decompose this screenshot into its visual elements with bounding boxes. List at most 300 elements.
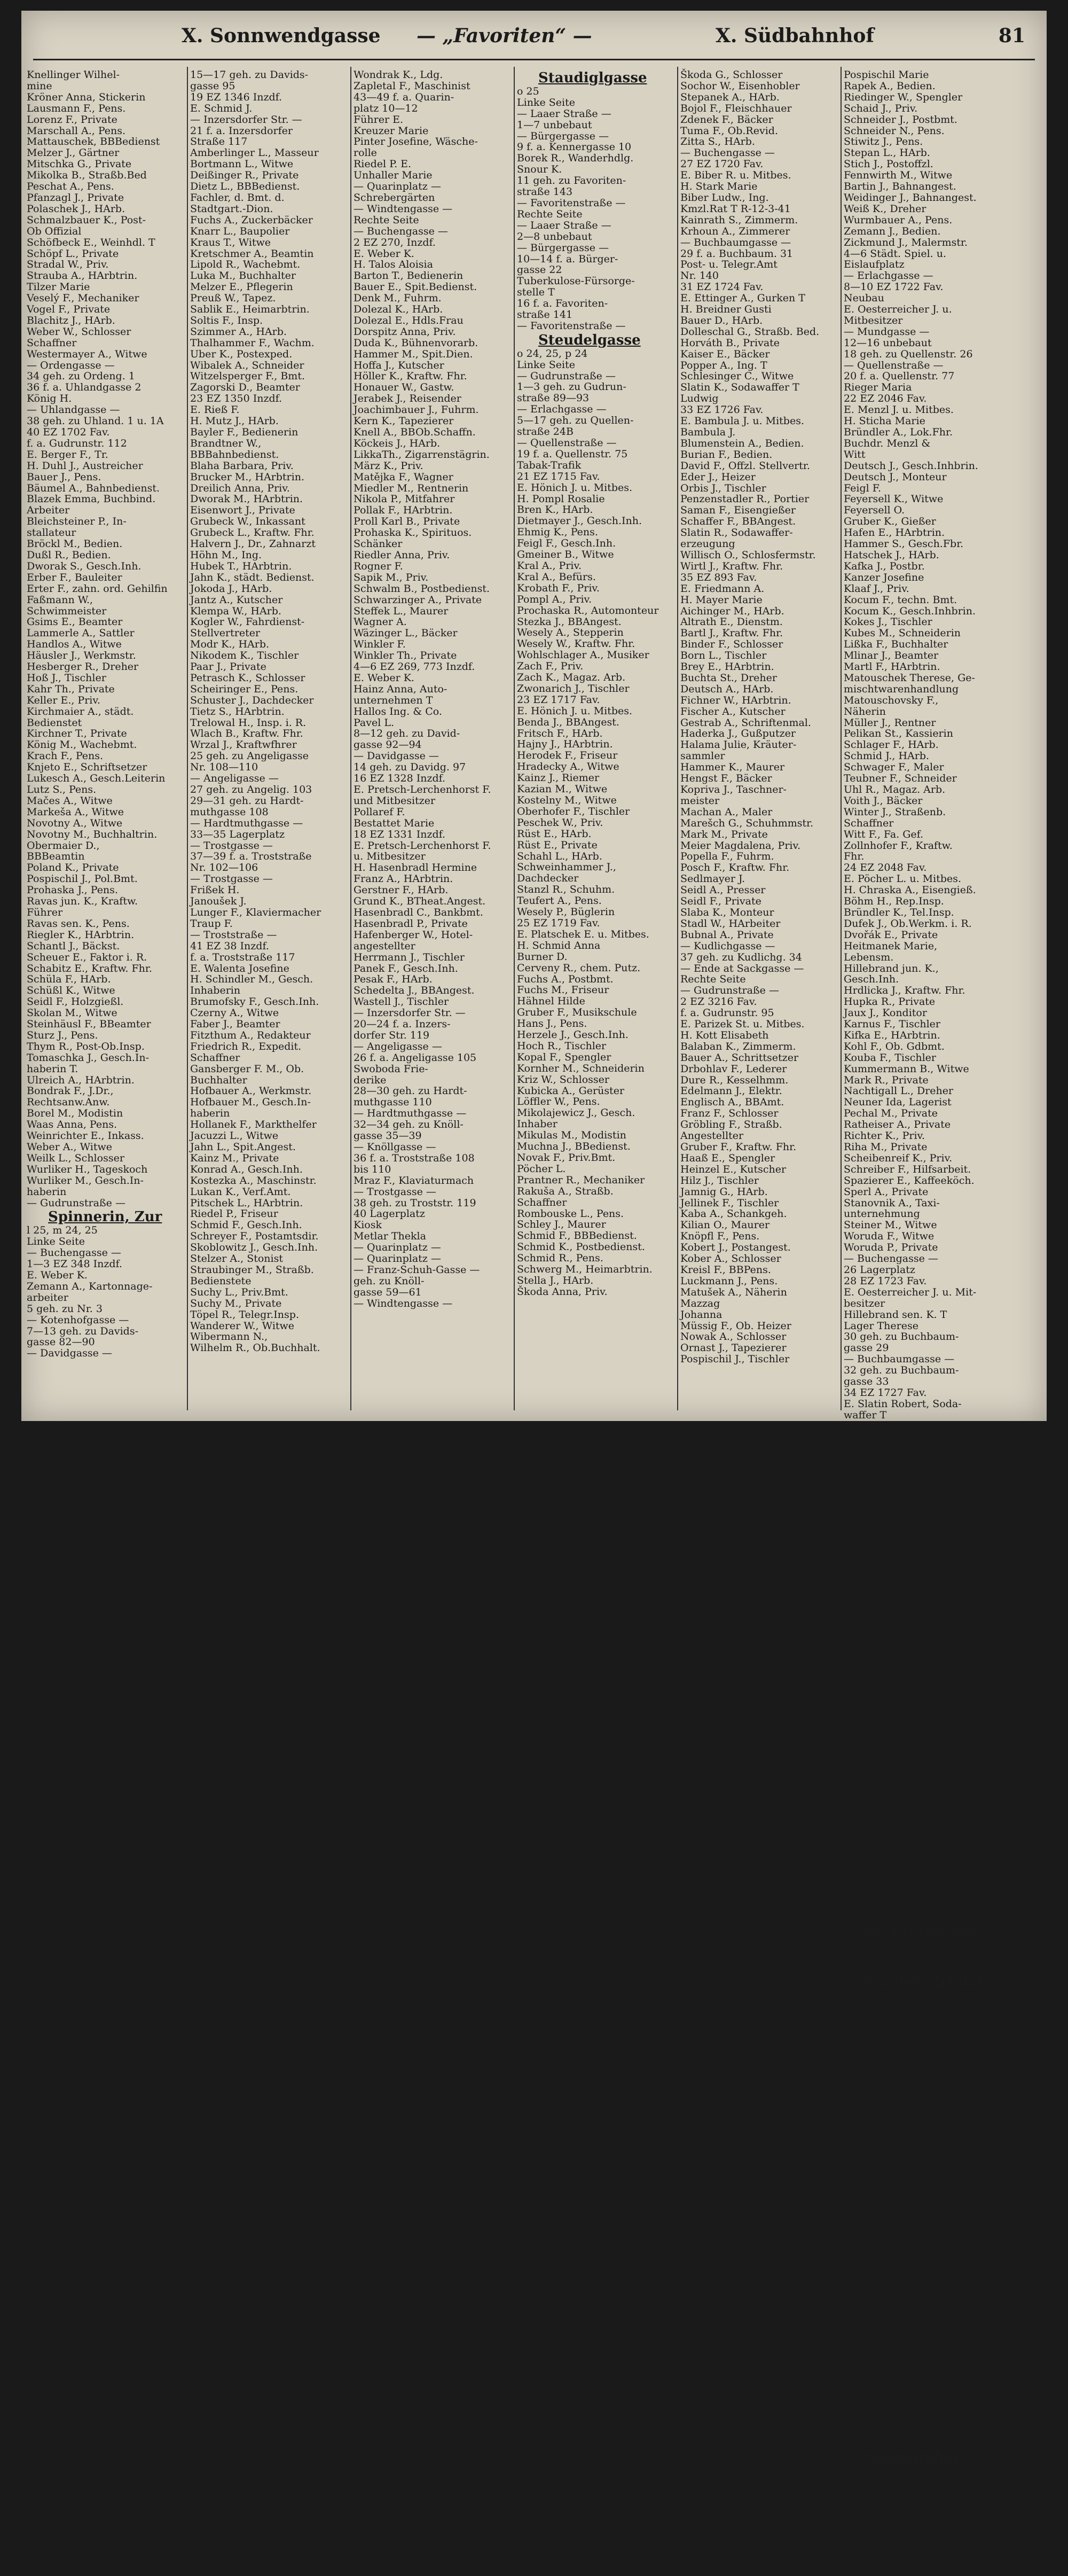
directory-line: Pozdimek sen. F. — [844, 1699, 930, 1712]
directory-line: Bleichsteiner P., In- — [27, 516, 127, 528]
directory-line: Buhr O., Bmt. T — [844, 2358, 924, 2370]
directory-line: — Erlachgasse — — [517, 403, 607, 416]
directory-line: Rechte Seite — [680, 973, 746, 986]
directory-line: Kainz J., Riemer — [517, 772, 600, 784]
directory-line: Kogler W., Fahrdienst- — [190, 616, 305, 628]
directory-line: Eisenwort J., Private — [190, 504, 295, 517]
directory-line: Knöpfl F., Pens. — [680, 1230, 760, 1243]
directory-line: Hengst F., Bäcker — [680, 772, 772, 785]
directory-line: Kostezka A., Maschinstr. — [190, 1174, 317, 1186]
directory-line: Schüla F., HArb. — [27, 973, 111, 986]
directory-line: Simon J., Verkehrsfhr. — [844, 2402, 956, 2415]
directory-line: H. Mlada Rosa — [844, 1465, 920, 1477]
directory-line: Seidl F., Holzgießl. — [27, 996, 124, 1008]
directory-line: Lager Therese — [844, 1320, 918, 1332]
directory-line: 9 f. a. Kennergasse 10 — [517, 141, 632, 153]
directory-line: Kriz W., Schlosser — [517, 1073, 609, 1086]
directory-line: Stradal W., Priv. — [27, 259, 109, 271]
directory-line: u. Mitbesitzer — [354, 850, 426, 863]
directory-line: Ludwig — [680, 393, 719, 405]
directory-line: Petrasch K., Schlosser — [190, 672, 305, 684]
directory-line: Grubeck L., Kraftw. Fhr. — [190, 527, 315, 539]
directory-line: Schänker — [354, 538, 403, 550]
directory-line: 34 geh. zu Ordeng. 1 — [27, 370, 135, 383]
directory-line: Schmid A., Gastwirt — [844, 2134, 947, 2146]
directory-line: Altrath E., Dienstm. — [680, 616, 783, 628]
directory-line: Kaiser E., Bäcker — [680, 348, 770, 360]
directory-line: Zaf F., Mechaniker — [844, 1889, 941, 1901]
directory-line: Wohlschlager A., Musiker — [517, 649, 649, 661]
directory-line: Tichy G., Gesch.Inhaber — [844, 2067, 968, 2080]
directory-line: — Gudrunstraße — — [27, 1197, 125, 1209]
directory-line: Nikola P., Mitfahrer — [354, 493, 455, 505]
directory-line: sammler — [680, 750, 725, 762]
directory-line: Hulla Josefine — [844, 1621, 916, 1633]
directory-line: Wurliker M., Gesch.In- — [27, 1174, 144, 1186]
directory-line: Nr. 33—35 — [844, 2235, 899, 2247]
directory-line: Blaha Barbara, Priv. — [190, 459, 294, 472]
directory-line: 21 f. a. Inzersdorfer — [190, 124, 293, 137]
directory-line: Karnus F., Tischler — [844, 1018, 940, 1031]
directory-line: o 25 — [517, 85, 539, 97]
directory-line: Škoda G., Schlosser — [680, 69, 783, 81]
directory-line: Sapik M., Priv. — [354, 571, 429, 583]
directory-line: straße 141 — [517, 309, 573, 321]
directory-line: Deutsch J., Monteur — [844, 471, 947, 483]
directory-line: 32 geh. zu Buchbaum- — [844, 1364, 959, 1377]
directory-line: Pöcher L. — [517, 1162, 566, 1175]
directory-line: Kröner Anna, Stickerin — [27, 91, 146, 103]
directory-line: Mitschka G., Private — [27, 158, 132, 170]
directory-line: Jamnig G., HArb. — [680, 1185, 768, 1198]
directory-line: Lutz S., Pens. — [27, 784, 97, 795]
directory-line: Bäumel A., Bahnbedienst. — [27, 482, 160, 494]
directory-line: — Angeligasse — — [354, 1040, 442, 1052]
directory-line: 21 EZ 1715 Fav. — [517, 470, 600, 482]
directory-line: 2 EZ 3216 Fav. — [680, 996, 757, 1008]
directory-line: Kral A., Befürs. — [517, 571, 596, 583]
directory-line: Grünberger M., Bor- — [844, 1576, 950, 1589]
directory-line: haberin — [27, 1185, 67, 1198]
directory-line: Rakuša A., Straßb. — [517, 1185, 614, 1197]
directory-line: — Favoritenstraße — — [517, 319, 626, 332]
directory-line: Schuster J., Dachdecker — [190, 694, 314, 706]
directory-line: Orbis J., Tischler — [680, 482, 766, 494]
directory-line: 10—14 f. a. Bürger- — [517, 253, 618, 265]
directory-line: Mladý L., Kraftw. Fhr. — [844, 1688, 956, 1700]
directory-line: Ravas jun. K., Kraftw. — [27, 895, 138, 908]
directory-line: — Columbusgasse — — [844, 2202, 951, 2214]
directory-line: Schwimmeister — [27, 605, 107, 617]
directory-line: Hradecky A., Witwe — [517, 761, 619, 773]
directory-line: Projekt. zwisch. Quellen- — [844, 1950, 972, 1963]
directory-line: 1—3 geh. zu Gudrun- — [517, 381, 626, 393]
directory-line: Tomaschka J., Gesch.In- — [27, 1051, 150, 1064]
directory-line: — Angeligasse — — [844, 2000, 932, 2012]
directory-line: erzeugung — [680, 538, 735, 550]
directory-line: Hammer M., Spit.Dien. — [354, 348, 473, 360]
directory-line: Mattauschek, BBBedienst — [27, 136, 160, 148]
directory-line: Bondrak F., J.Dr., — [27, 1085, 114, 1097]
directory-line: Feyersell K., Witwe — [844, 493, 944, 505]
directory-line: — Buchengasse — — [844, 1253, 938, 1265]
directory-line: Riedler Anna, Priv. — [354, 549, 450, 561]
directory-line: Westermayer A., Witwe — [27, 348, 147, 360]
directory-line: Straubinger M., Straßb. — [190, 1263, 314, 1276]
directory-line: Inhaberin — [190, 985, 241, 997]
street-heading: Spinnerin, Zur — [48, 1209, 162, 1225]
directory-line: straße 89—93 — [517, 392, 590, 404]
directory-line: Hofbauer A., Werkmstr. — [190, 1085, 312, 1097]
directory-line: Haderka J., Gußputzer — [680, 728, 796, 740]
directory-line: H. Sticha Marie — [844, 415, 925, 427]
directory-line: 15—17 geh. zu Davids- — [190, 69, 309, 81]
directory-line: Borel M., Modistin — [27, 1107, 123, 1120]
directory-line: — Laaer Straße — — [517, 219, 611, 231]
directory-line: Teubner F., Schneider — [844, 772, 957, 785]
directory-line: Fennwirth M., Witwe — [844, 169, 953, 182]
directory-line: 7—13 geh. zu Davids- — [27, 1325, 139, 1337]
directory-line: 29 f. a. Buchbaum. 31 — [680, 247, 794, 260]
directory-line: und Mitbesitzer — [844, 1454, 926, 1466]
directory-line: Nr. 102—106 — [190, 862, 258, 874]
column-6 — [844, 69, 1003, 2576]
directory-line: Trnka M., Private — [844, 1766, 934, 1778]
directory-line: E. Biber R. u. Mitbes. — [680, 169, 791, 182]
directory-line: Steininger O. — [844, 2056, 912, 2068]
directory-line: Burner D. — [517, 950, 568, 963]
directory-line: Herodek F., Friseur — [517, 750, 618, 762]
directory-line: Meier Magdalena, Priv. — [680, 839, 801, 852]
column-divider — [350, 67, 351, 1410]
directory-line: Heinzel E., Kutscher — [680, 1163, 787, 1175]
directory-line: Cerwenka F., Installat. — [844, 1520, 960, 1533]
directory-line: Schreyer F., Postamtsdir. — [190, 1230, 319, 1243]
directory-line: Gerstner F., HArb. — [354, 884, 449, 896]
directory-line: Inhaber — [517, 1118, 557, 1130]
directory-line: H. Mutz J., HArb. — [190, 415, 279, 427]
directory-line: Kokes J., Tischler — [844, 616, 932, 628]
directory-line: Rapek A., Bedien. — [844, 80, 936, 92]
directory-line: Novotny A., Witwe — [27, 817, 123, 829]
directory-line: arbeiterin — [844, 1845, 896, 1857]
directory-line: Wurliker H., Tageskoch — [27, 1163, 148, 1175]
directory-line: Riedinger W., Spengler — [844, 91, 963, 103]
directory-line: Schaffner — [27, 337, 77, 349]
directory-line: — Quarinplatz — — [354, 1242, 441, 1254]
directory-line: 40 Lagerplatz — [354, 1208, 425, 1220]
directory-line: — Columbusgasse — — [844, 2257, 951, 2269]
column-3 — [354, 69, 513, 1410]
directory-line: Wanderer W., Witwe — [190, 1320, 295, 1332]
directory-line: 34 EZ 1727 Fav. — [844, 1386, 927, 1399]
directory-line: — Hardtmuthgasse — — [354, 1107, 467, 1120]
directory-line: Stepanek A., HArb. — [680, 91, 780, 103]
directory-line: Schaid J., Priv. — [844, 102, 918, 114]
directory-line: Nachtigall L., Dreher — [844, 1085, 954, 1097]
directory-line: Riegler K., HArbtrin. — [27, 928, 135, 941]
directory-line: Machan A., Maler — [680, 806, 773, 818]
directory-line: Kaba A., Schankgeh. — [680, 1208, 787, 1220]
directory-line: Schüßl K., Witwe — [27, 985, 115, 997]
directory-line: Fachler, d. Bmt. d. — [190, 191, 285, 204]
directory-line: 29—31 geh. zu Hardt- — [190, 794, 304, 807]
directory-line: Stadl W., HArbeiter — [680, 917, 781, 930]
street-heading: Steudelgasse — [538, 332, 641, 348]
directory-line: Friedrich R., Expedit. — [190, 1040, 302, 1052]
directory-line: Fuchs A., Zuckerbäcker — [190, 214, 313, 226]
directory-line: Wojaczek F., Dachdecker — [844, 1856, 972, 1868]
directory-line: und Mitbesitzer — [354, 794, 436, 807]
directory-line: Seidl A., Presser — [680, 884, 766, 896]
directory-line: — Laaer Straße — — [517, 107, 611, 120]
directory-line: Erber F., Bauleiter — [27, 571, 122, 583]
directory-line: Uhl R., Magaz. Arb. — [844, 784, 946, 795]
directory-line: Kazian M., Witwe — [517, 783, 608, 795]
directory-line: Witt F., Fa. Gef. — [844, 828, 924, 840]
directory-line: Skolan M., Witwe — [27, 1007, 117, 1019]
directory-line: Popper A., Ing. T — [680, 359, 767, 371]
directory-line: Kraus T., Witwe — [190, 236, 271, 248]
directory-line: König M., Wachebmt. — [27, 739, 137, 751]
directory-line: — Senefeldergasse — — [844, 2157, 955, 2169]
column-divider — [841, 67, 842, 1410]
directory-line: 18 EZ 1331 Inzdf. — [354, 828, 446, 840]
directory-line: Slatin K., Sodawaffer T — [680, 381, 799, 394]
directory-line: Breichner T., HArbtrin. — [844, 1498, 963, 1510]
directory-line: David F., Offzl. Stellvertr. — [680, 459, 810, 472]
directory-line: 36 f. a. Troststraße 108 — [354, 1152, 475, 1164]
directory-line: Müssig F., Ob. Heizer — [680, 1320, 791, 1332]
directory-line: Jirowsky A., Maurer — [844, 1632, 947, 1644]
directory-line: unternehmung — [844, 1208, 920, 1220]
directory-line: — Senefeldergasse — — [844, 2436, 955, 2448]
directory-line: Drbohlav F., Lederer — [680, 1063, 787, 1075]
directory-line: Ornast J., Tapezierer — [680, 1342, 787, 1354]
directory-line: E. Pretsch-Lerchenhorst F. — [354, 784, 491, 795]
directory-line: — Buchengasse — — [354, 225, 448, 237]
directory-line: 5 geh. zu Nr. 3 — [27, 1302, 103, 1315]
directory-line: E. Pretsch-Lerchenhorst F. — [354, 839, 491, 852]
directory-line: Voith J., Bäcker — [844, 794, 923, 807]
directory-line: Dorspitz Anna, Priv. — [354, 325, 456, 338]
directory-line: Schantl J., Bäckst. — [27, 940, 120, 952]
directory-line: Martl F., HArbtrin. — [844, 661, 940, 673]
directory-line: Kifka E., HArbtrin. — [844, 1029, 940, 1041]
directory-line: — Hardtmuthgasse — — [844, 2145, 957, 2158]
directory-line: — Bürgergasse — — [517, 241, 609, 254]
column-4 — [517, 69, 676, 1410]
directory-line: Haas W., HArb. — [844, 1599, 922, 1611]
column-2 — [190, 69, 349, 1410]
directory-line: waffer T — [844, 1409, 887, 1421]
directory-line: Blumenstein A., Bedien. — [680, 437, 804, 449]
directory-line: Wokel K., Bedienerin — [844, 1811, 952, 1823]
directory-line: 18 geh. zu Quellenstr. 26 — [844, 348, 973, 360]
directory-line: Woruda F., Witwe — [844, 1230, 934, 1243]
directory-line: Joachimbauer J., Fuhrm. — [354, 404, 479, 416]
directory-line: Nowak A., Schlosser — [680, 1331, 787, 1343]
directory-line: Hoffa J., Kutscher — [354, 359, 444, 371]
directory-line: Stiwitz J., Pens. — [844, 136, 923, 148]
directory-line: Klaba K., Mechaniker — [844, 1643, 955, 1656]
directory-line: — Franz-Schuh-Gasse — — [354, 1263, 480, 1276]
directory-line: Rechte Seite — [517, 208, 583, 220]
directory-line: Herrmann J., Tischler — [354, 951, 465, 963]
directory-line: 41 EZ 38 Inzdf. — [190, 940, 269, 952]
directory-line: Markeša A., Witwe — [27, 806, 124, 818]
directory-line: 28 EZ 1723 Fav. — [844, 1275, 927, 1287]
directory-line: H. Schmid Anna — [517, 939, 601, 951]
directory-line: Knjeto E., Schriftsetzer — [27, 761, 147, 774]
directory-line: Scheiringer E., Pens. — [190, 683, 299, 695]
directory-line: Deutsch A., HArb. — [680, 683, 774, 695]
directory-line: 5—17 geh. zu Quellen- — [517, 415, 634, 427]
directory-line: Näherin — [844, 705, 886, 717]
directory-line: Mikulas M., Modistin — [517, 1129, 626, 1142]
directory-line: E. Friedmann A. — [680, 582, 765, 595]
directory-line: Sochor W., Eisenhobler — [680, 80, 800, 92]
directory-line: Hillebrand jun. K., — [844, 962, 939, 974]
directory-line: Slaba K., Monteur — [680, 906, 774, 918]
directory-line: Jellinek F., Tischler — [680, 1197, 779, 1209]
directory-line: Metlar Thekla — [354, 1230, 426, 1243]
directory-line: Hähnel Hilde — [517, 995, 585, 1008]
directory-line: Schwager F., Maler — [844, 761, 944, 774]
directory-line: 16 EZ 1328 Inzdf. — [354, 772, 446, 785]
directory-line: — Windtengasse — — [354, 202, 453, 215]
directory-line: 3 EZ 604 Inzdf. — [844, 2101, 923, 2113]
directory-line: 11 geh. zu Favoriten- — [517, 175, 626, 187]
directory-line: straße 24B — [517, 426, 574, 438]
directory-line: Jahn L., Spit.Angest. — [190, 1141, 296, 1153]
directory-line: Stezka J., BBAngest. — [517, 615, 622, 628]
directory-line: Jacuzzi L., Witwe — [190, 1130, 279, 1142]
directory-line: Schley J., Maurer — [517, 1219, 606, 1231]
directory-line: Novak F., Priv.Bmt. — [517, 1152, 616, 1164]
directory-line: muthgasse 108 — [190, 806, 269, 818]
directory-line: Bründler A., Lok.Fhr. — [844, 426, 953, 438]
directory-line: Schneider J., Postbmt. — [844, 113, 957, 126]
directory-line: Stich J., Postoffzl. — [844, 158, 933, 170]
directory-line: Tabak-Trafik — [517, 459, 582, 471]
directory-line: E. Pöcher L. u. Mitbes. — [844, 873, 962, 885]
directory-line: — Windtengasse — — [354, 1297, 453, 1309]
directory-line: Bartin J., Bahnangest. — [844, 181, 956, 193]
directory-line: 25 geh. zu Angeligasse — [190, 750, 309, 762]
directory-line: Simka K., Witwe — [844, 1744, 929, 1756]
directory-line: Keller E., Priv. — [27, 694, 100, 706]
directory-line: Lukan K., Verf.Amt. — [190, 1185, 291, 1198]
street-heading: Suchenwirtplatz — [865, 1974, 992, 1990]
directory-line: Schaffner — [517, 1196, 567, 1208]
directory-line: Müller J., Rentner — [844, 716, 936, 729]
directory-line: Zagorski D., Beamter — [190, 381, 300, 394]
directory-line: Pompl A., Priv. — [517, 593, 592, 605]
directory-line: 38 geh. zu Troststr. 119 — [354, 1197, 476, 1209]
directory-line: Vogel F., Private — [27, 303, 111, 316]
directory-line: Škoda Anna, Priv. — [517, 1285, 608, 1298]
directory-line: Pollak F., HArbtrin. — [354, 504, 453, 517]
directory-line: Peschat A., Pens. — [27, 181, 114, 193]
directory-line: — Quarinplatz — — [354, 181, 441, 193]
directory-line: dorfer Str. 119 — [354, 1029, 430, 1041]
directory-line: — Kudlichgasse — — [680, 940, 775, 952]
directory-line: Zitta S., HArb. — [680, 136, 755, 148]
directory-line: Fuchs A., Postbmt. — [517, 973, 614, 985]
directory-line: 2—8 unbebaut — [517, 230, 592, 243]
directory-line: — Troststraße — — [190, 928, 277, 941]
directory-line: Balaban K., Zimmerm. — [680, 1040, 796, 1052]
directory-line: Schaffer F., BBAngest. — [680, 516, 796, 528]
directory-line: Halama Julie, Kräuter- — [680, 739, 797, 751]
directory-line: Preuß W., Tapez. — [190, 292, 276, 305]
directory-line: Traup F. — [190, 917, 233, 930]
directory-line: — Inzersdorfer Str. — — [190, 113, 302, 126]
directory-line: Weilk L., Schlosser — [27, 1152, 124, 1164]
directory-line: Scheibenreif K., Priv. — [844, 1152, 953, 1164]
directory-line: Dufek J., Ob.Werkm. i. R. — [844, 917, 972, 930]
directory-line: 2 EZ 270, Inzdf. — [354, 236, 436, 248]
directory-line: gasse 29 — [844, 1342, 889, 1354]
directory-line: 1—3 EZ 348 Inzdf. — [27, 1258, 122, 1270]
directory-line: Wurmbauer A., Pens. — [844, 214, 953, 226]
directory-line: 4 geh. zu Senefelderg. 68 — [844, 2168, 976, 2180]
directory-line: Schwarzinger A., Private — [354, 594, 482, 606]
directory-line: Obermaier D., — [27, 839, 100, 852]
directory-line: Fichner W., HArbtrin. — [680, 694, 791, 706]
page-header — [21, 18, 1047, 56]
directory-line: Melzer J., Gärtner — [27, 147, 120, 159]
directory-line: Töpel R., Telegr.Insp. — [190, 1308, 299, 1321]
directory-line: Kirchmaier A., städt. — [27, 705, 134, 717]
directory-line: gasse 95 — [190, 80, 235, 92]
directory-line: Weiß K., Dreher — [844, 202, 926, 215]
directory-line: Schwalm B., Postbedienst. — [354, 582, 490, 595]
directory-line: 14 geh. zu Davidg. 97 — [354, 761, 466, 774]
directory-line: Wrzal J., Kraftwfhrer — [190, 739, 297, 751]
directory-line: — Davidgasse — — [27, 1347, 112, 1360]
directory-line: Gsims E., Beamter — [27, 616, 123, 628]
directory-line: Kriseck F., Kutscher — [844, 1654, 947, 1667]
directory-line: Marešch G., Schuhmmstr. — [680, 817, 814, 829]
directory-line: Schahl L., HArb. — [517, 850, 602, 862]
directory-line: Konrad A., Gesch.Inh. — [190, 1163, 303, 1175]
directory-line: Bestattet Marie — [354, 817, 435, 829]
directory-line: Hoß J., Tischler — [27, 672, 106, 684]
directory-line: Duda K., Bühnenvorarb. — [354, 337, 478, 349]
directory-line: Hallos Ing. & Co. — [354, 705, 442, 717]
directory-line: Rechtsanw.Anw. — [27, 1096, 110, 1109]
directory-line: Kmzl.Rat T R-12-3-41 — [680, 202, 791, 215]
directory-line: Prohaska J., Pens. — [27, 884, 118, 896]
directory-line: Dure R., Kesselhmm. — [680, 1074, 789, 1086]
directory-line: Mark R., Private — [844, 1074, 929, 1086]
directory-line: 37 geh. zu Kudlichg. 34 — [680, 951, 802, 963]
directory-line: — Angeligasse — — [844, 2246, 932, 2258]
directory-line: E. Oesterreicher J. u. Mit- — [844, 1286, 977, 1298]
directory-line: Eder J., Heizer — [680, 471, 756, 483]
directory-line: Schmid J., HArb. — [844, 750, 930, 762]
directory-line: 38 geh. zu Kudlichg. 34 — [844, 1900, 965, 1913]
directory-line: 36 f. a. Uhlandgasse 2 — [27, 381, 142, 394]
directory-line: Knell A., BBOb.Schaffn. — [354, 426, 476, 438]
directory-line: Steffek L., Maurer — [354, 605, 449, 617]
directory-line: — Trostgasse — — [190, 839, 273, 852]
directory-line: Knarr L., Baupolier — [190, 225, 290, 237]
directory-line: 22 EZ 2046 Fav. — [844, 393, 927, 405]
directory-line: Hammer S., Gesch.Fbr. — [844, 538, 964, 550]
